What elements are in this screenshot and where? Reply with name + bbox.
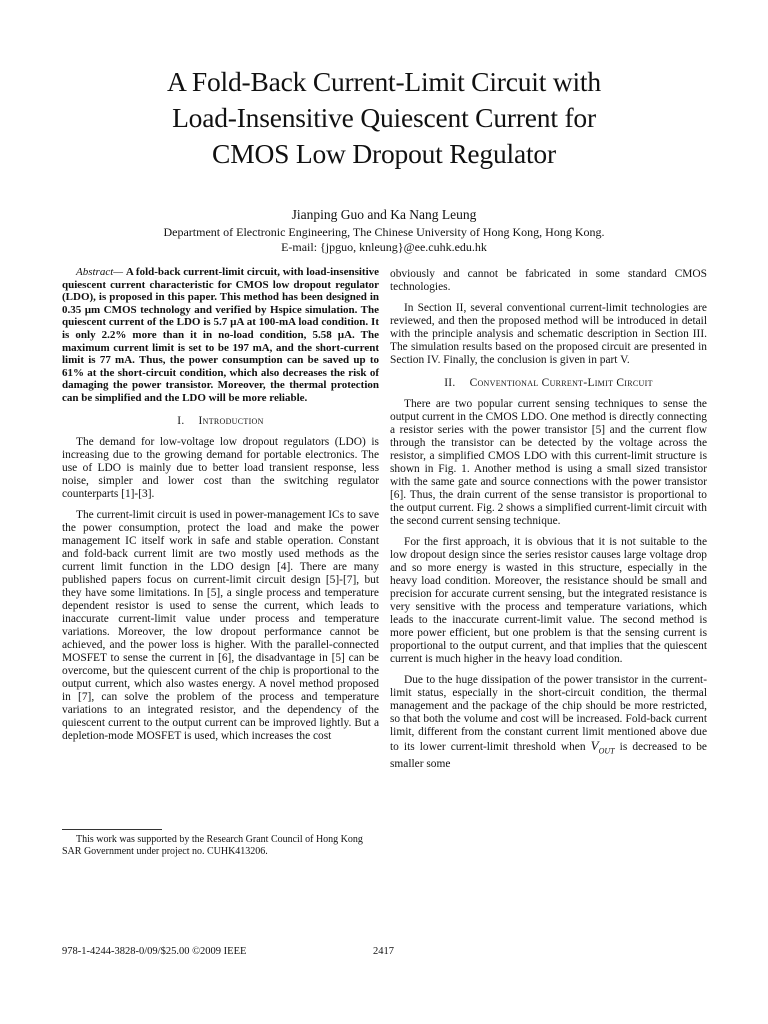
sec2-paragraph-3 bbox=[390, 674, 707, 771]
abstract bbox=[62, 266, 379, 405]
sec2-paragraph-1: There are two popular current sensing techniques to sense the output current in the CMOS LDO. One method is directly connecting a resistor series with the power transistor [5] and the current flow through the transistor can be detected by the voltage across the resistor, a simplified CMOS LDO with this current-limit structure is shown in Fig. 1. Another method is using a small sized transistor with the same gate and source connections with the power transistor [6]. Thus, the drain current of the sense transistor is proportional to the output current. Fig. 2 shows a simplified current-limit circuit with the second current sensing technique. bbox=[390, 398, 707, 527]
footnote: This work was supported by the Research Grant Council of Hong Kong SAR Government under project no. CUHK413206. bbox=[62, 834, 363, 857]
section-number: I. bbox=[177, 414, 185, 427]
authors: Jianping Guo and Ka Nang Leung bbox=[291, 207, 477, 222]
title-line-3: CMOS Low Dropout Regulator bbox=[212, 138, 556, 169]
abstract-dash: — bbox=[113, 266, 126, 278]
page-number: 2417 bbox=[373, 946, 394, 957]
title-line-2: Load-Insensitive Quiescent Current for bbox=[172, 102, 596, 133]
title-line-1: A Fold-Back Current-Limit Circuit with bbox=[167, 66, 601, 97]
abstract-label: Abstract bbox=[76, 266, 114, 278]
section-heading-introduction bbox=[62, 415, 379, 428]
email: E-mail: {jpguo, knleung}@ee.cuhk.edu.hk bbox=[281, 240, 487, 254]
intro-paragraph-1: The demand for low-voltage low dropout regulators (LDO) is increasing due to the growing demand for portable electronics. The use of LDO is mainly due to better load transient response, less noise, simpler and lower cost than the switching regulator counterparts [1]-[3]. bbox=[62, 435, 379, 500]
paper-title bbox=[40, 64, 728, 172]
footnote-rule bbox=[62, 829, 162, 830]
section-title: Introduction bbox=[198, 414, 264, 427]
sec2-paragraph-3-start: Due to the huge dissipation of the power transistor in the current-limit status, especially in the short-circuit condition, the thermal management and the package of the chip should be more restricted, so that both the volume and cost will be increased. Fold-back current limit, different from the constant current limit mentioned above due to its lower current-limit threshold when bbox=[390, 674, 707, 753]
intro-paragraph-2: The current-limit circuit is used in power-management ICs to save the power consumption, protect the load and make the power management IC itself work in safe and stable operation. Constant and fold-back current limit are two mostly used methods as the current limit function in the LDO design [4]. There are many published papers focus on current-limit circuit design [5]-[7], but they have some limitations. In [5], a single process and temperature dependent resistor is used to sense the current, which leads to inaccurate current-limit value under process and temperature variations. Moreover, the low dropout performance cannot be achieved, and the power loss is higher. With the parallel-connected MOSFET to sense the current in [6], the disadvantage in [5] can be overcome, but the quiescent current of the chip is proportional to the output current, which also wastes energy. A novel method proposed in [7], can solve the problem of the process and temperature variations to an integrated resistor, and the dependency of the quiescent current to the output current can be improved lightly. But a depletion-mode MOSFET is used, which increases the cost bbox=[62, 508, 379, 742]
section-overview-paragraph: In Section II, several conventional current-limit technologies are reviewed, and then the proposed method will be introduced in detail with the principle analysis and schematic description in Section III. The simulation results based on the proposed circuit are presented in Section IV. Finally, the conclusion is given in part V. bbox=[390, 302, 707, 366]
continuation-paragraph: obviously and cannot be fabricated in some standard CMOS technologies. bbox=[390, 268, 707, 293]
section-title: Conventional Current-Limit Circuit bbox=[469, 377, 653, 389]
vout-sub: OUT bbox=[598, 746, 615, 756]
vout-symbol bbox=[590, 738, 615, 756]
sec2-paragraph-3-end: is decreased to be smaller some bbox=[390, 741, 707, 770]
vout-main: V bbox=[590, 738, 599, 753]
affiliation: Department of Electronic Engineering, The Chinese University of Hong Kong, Hong Kong. bbox=[163, 225, 605, 239]
section-heading-conventional bbox=[390, 377, 707, 390]
footer-isbn: 978-1-4244-3828-0/09/$25.00 ©2009 IEEE bbox=[62, 946, 247, 957]
sec2-paragraph-2: For the first approach, it is obvious that it is not suitable to the low dropout design since the series resistor causes large voltage drop and so more energy is wasted in this structure, especially in the heavy load condition. Moreover, the resistance should be small and precision for accurate current sensing, but the integrated resistance is very sensitive with the process and temperature variations, which leads to the inaccurate current-limit value. The second method is more power efficient, but one problem is that the sensing current is proportional to the output current, and that implies that the quiescent current is much higher in the heavy load condition. bbox=[390, 536, 707, 665]
affiliation-block bbox=[40, 225, 728, 255]
right-column bbox=[390, 268, 707, 779]
section-number: II. bbox=[444, 377, 456, 389]
abstract-text: A fold-back current-limit circuit, with load-insensitive quiescent current characteristic for CMOS low dropout regulator (LDO), is proposed in this paper. This method has been designed in 0.35 µm CMOS technology and verified by Hspice simulation. The quiescent current of the LDO is 5.7 µA at 100-mA load condition. It is only 2.2% more than it in no-load condition, 5.58 µA. The maximum current limit is set to be 197 mA, and the short-current limit is 77 mA. Thus, the power consumption can be saved up to 61% at the short-circuit condition, which also decreases the risk of damaging the power transistor. Moreover, the thermal protection can be simplified and the LDO will be more reliable. bbox=[62, 266, 380, 404]
left-column bbox=[62, 266, 379, 751]
